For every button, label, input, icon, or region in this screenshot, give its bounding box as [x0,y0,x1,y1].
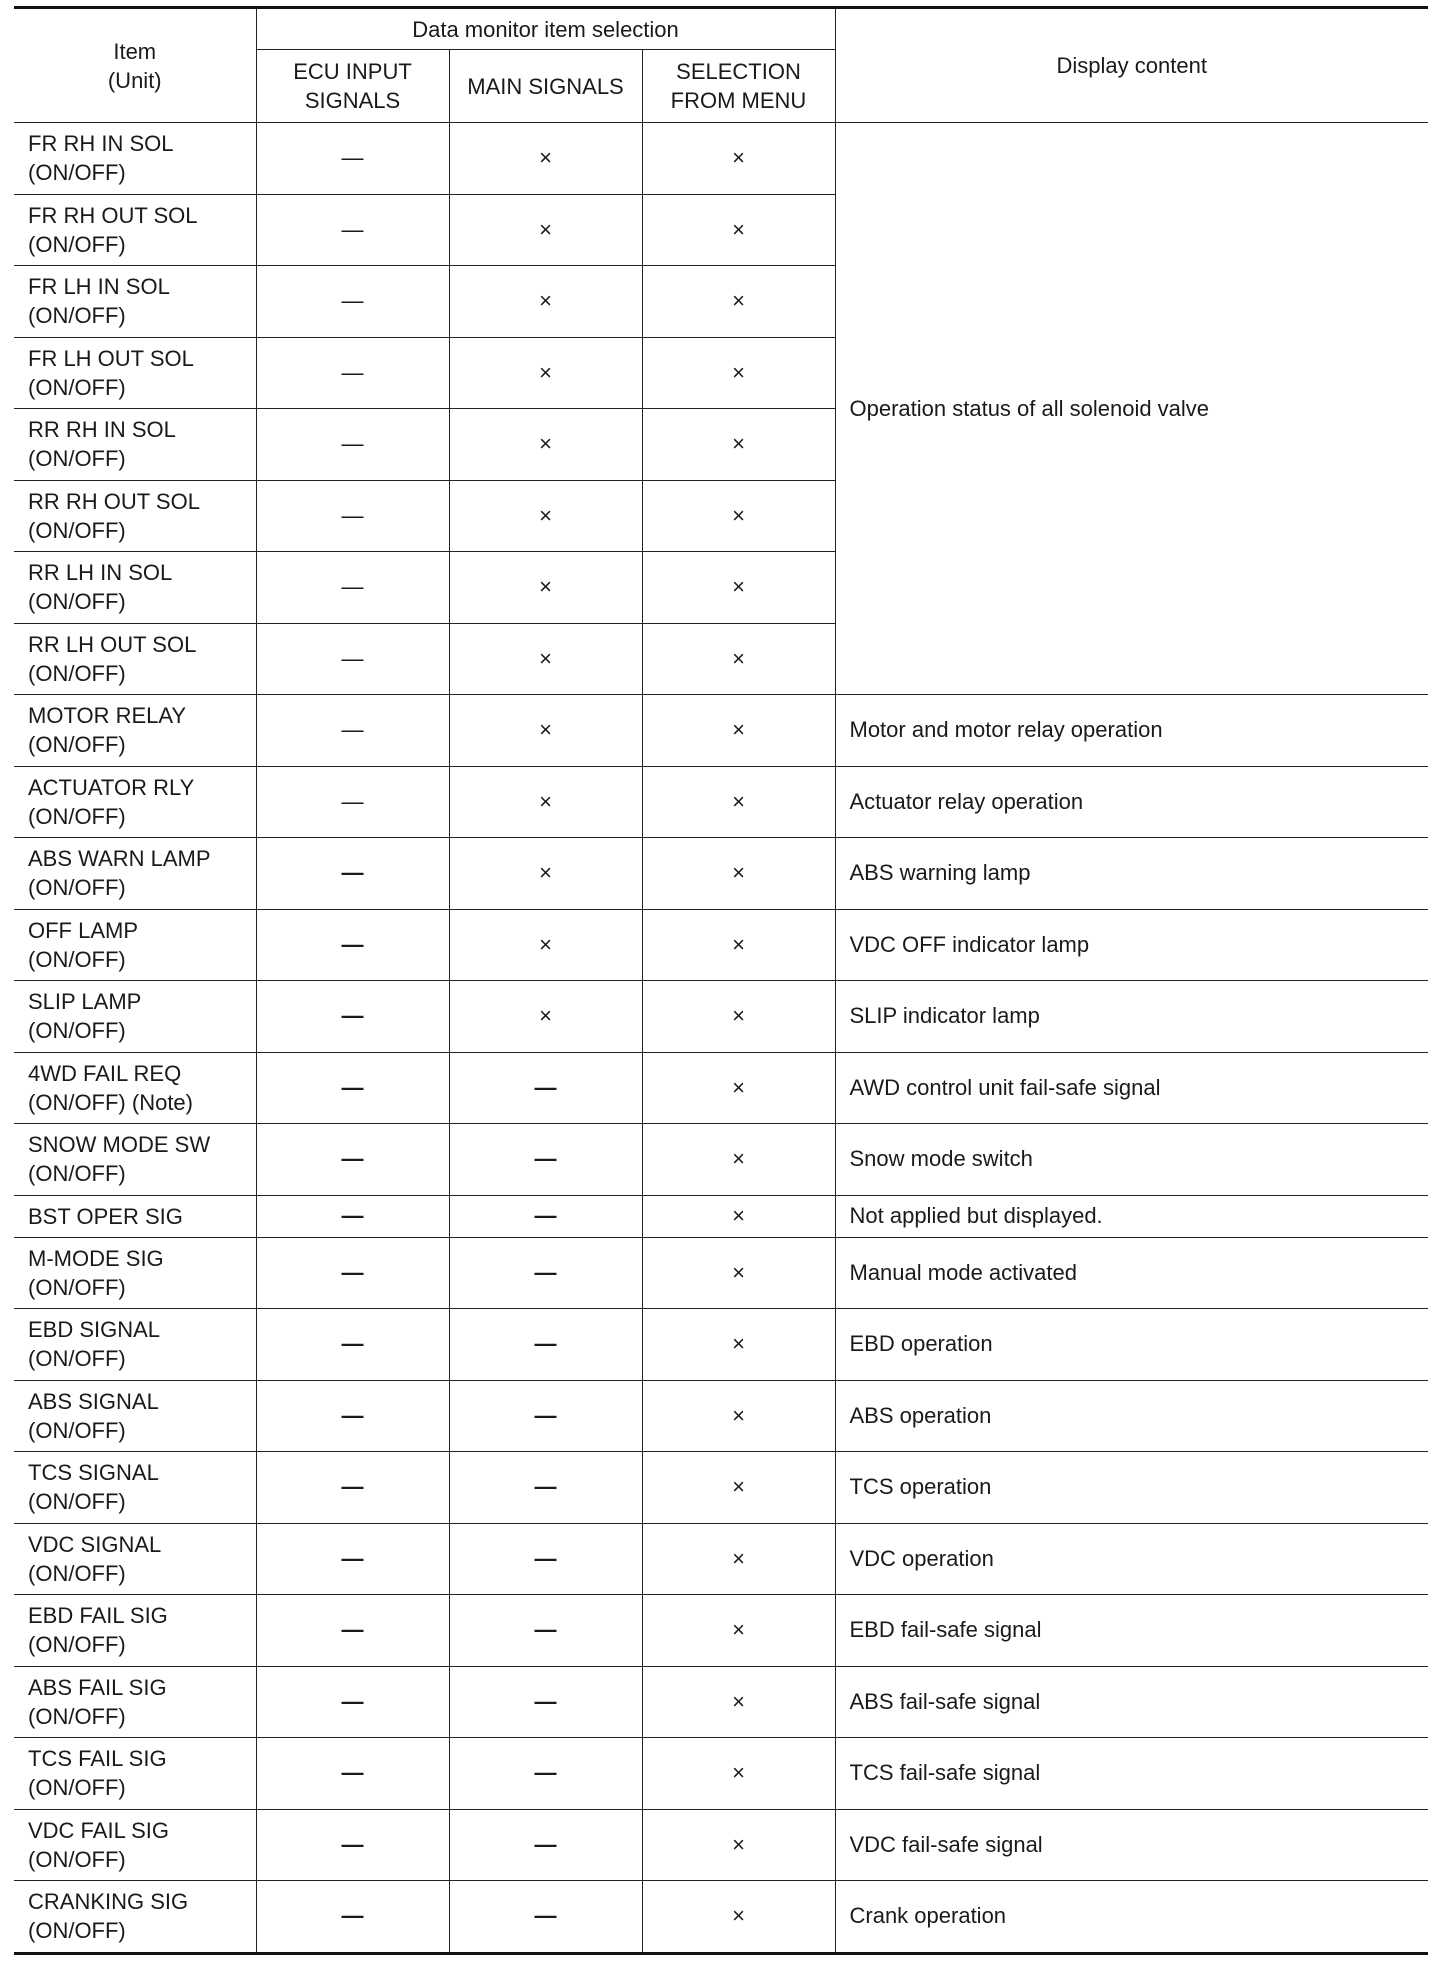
selection-menu-mark-cell [642,1881,835,1954]
item-name: ABS FAIL SIG [28,1674,167,1700]
table-body [14,123,1428,1954]
selection-menu-mark-cell [642,1595,835,1667]
ecu-input-mark-cell [256,1195,449,1237]
item-cell [14,1881,256,1954]
item-cell [14,1666,256,1738]
main-signals-mark-cell [449,1237,642,1309]
ecu-input-mark-cell [256,1124,449,1196]
selection-menu-mark: × [732,502,745,528]
item-unit: (ON/OFF) (Note) [28,1089,193,1115]
item-unit: (ON/OFF) [28,1703,126,1729]
ecu-input-mark-cell [256,1666,449,1738]
header-unit: (Unit) [107,67,162,93]
item-unit: (ON/OFF) [28,303,126,329]
main-signals-mark-cell [449,123,642,195]
display-content: AWD control unit fail-safe signal [835,1052,1428,1124]
ecu-input-mark: — [341,431,364,457]
main-signals-mark-cell [449,480,642,552]
item-name: SNOW MODE SW [28,1132,211,1158]
item-unit: (ON/OFF) [28,803,126,829]
document-page [14,6,1428,1955]
item-cell [14,695,256,767]
item-cell [14,766,256,838]
selection-menu-mark-cell [642,1523,835,1595]
main-signals-mark: × [539,1003,552,1029]
selection-menu-mark-cell [642,1666,835,1738]
ecu-input-mark: — [341,1003,364,1029]
selection-menu-mark-cell [642,1309,835,1381]
header-menu-line-1: SELECTION [676,59,801,84]
item-name: ABS WARN LAMP [28,846,211,872]
item-name: SLIP LAMP [28,989,142,1015]
selection-menu-mark: × [732,717,745,743]
ecu-input-mark-cell [256,838,449,910]
item-cell [14,1809,256,1881]
main-signals-mark: — [534,1203,557,1228]
item-name: EBD FAIL SIG [28,1603,168,1629]
ecu-input-mark: — [341,1545,364,1571]
selection-menu-mark-cell [642,123,835,195]
item-cell [14,552,256,624]
item-unit: (ON/OFF) [28,231,126,257]
selection-menu-mark: × [732,145,745,171]
item-name: TCS FAIL SIG [28,1746,167,1772]
table-header [14,8,1428,123]
selection-menu-mark-cell [642,266,835,338]
selection-menu-mark: × [732,1203,745,1228]
header-menu-line-2: FROM MENU [670,88,807,113]
main-signals-mark: — [534,1074,557,1100]
item-cell [14,909,256,981]
main-signals-mark: × [539,216,552,242]
ecu-input-mark-cell [256,1237,449,1309]
selection-menu-mark: × [732,216,745,242]
display-content: Motor and motor relay operation [835,695,1428,767]
ecu-input-mark-cell [256,123,449,195]
selection-menu-mark-cell [642,1452,835,1524]
main-signals-mark: — [534,1146,557,1172]
display-content: Snow mode switch [835,1124,1428,1196]
ecu-input-mark: — [341,1688,364,1714]
selection-menu-mark-cell [642,480,835,552]
item-unit: (ON/OFF) [28,160,126,186]
main-signals-mark: × [539,431,552,457]
selection-menu-mark-cell [642,766,835,838]
display-content: Not applied but displayed. [835,1195,1428,1237]
ecu-input-mark-cell [256,1738,449,1810]
item-name: RR LH IN SOL [28,560,173,586]
data-monitor-table [14,6,1428,1955]
selection-menu-mark: × [732,288,745,314]
item-name: OFF LAMP [28,917,139,943]
item-cell [14,1452,256,1524]
ecu-input-mark-cell [256,1452,449,1524]
selection-menu-mark: × [732,1760,745,1786]
ecu-input-mark-cell [256,695,449,767]
main-signals-mark: × [539,145,552,171]
ecu-input-mark: — [341,1203,364,1228]
display-content: ABS fail-safe signal [835,1666,1428,1738]
selection-menu-mark-cell [642,838,835,910]
ecu-input-mark: — [341,717,364,743]
selection-menu-mark-cell [642,1809,835,1881]
main-signals-mark: — [534,1903,557,1929]
ecu-input-mark: — [341,1259,364,1285]
ecu-input-mark: — [341,788,364,814]
display-content: VDC fail-safe signal [835,1809,1428,1881]
table-row [14,1452,1428,1524]
item-name: 4WD FAIL REQ [28,1060,182,1086]
main-signals-mark: — [534,1402,557,1428]
ecu-input-mark: — [341,1760,364,1786]
selection-menu-mark-cell [642,552,835,624]
ecu-input-mark: — [341,216,364,242]
selection-menu-mark-cell [642,409,835,481]
table-row [14,981,1428,1053]
selection-menu-mark-cell [642,1380,835,1452]
item-cell [14,409,256,481]
main-signals-mark: — [534,1760,557,1786]
selection-menu-mark-cell [642,909,835,981]
table-row [14,1881,1428,1954]
ecu-input-mark-cell [256,1881,449,1954]
item-name: ABS SIGNAL [28,1388,159,1414]
ecu-input-mark-cell [256,1523,449,1595]
main-signals-mark-cell [449,623,642,695]
header-item: Item [113,38,157,64]
selection-menu-mark-cell [642,1738,835,1810]
ecu-input-mark-cell [256,194,449,266]
selection-menu-mark: × [732,1903,745,1929]
main-signals-mark-cell [449,1809,642,1881]
main-signals-mark: × [539,502,552,528]
ecu-input-mark-cell [256,623,449,695]
main-signals-mark: × [539,931,552,957]
display-content: VDC OFF indicator lamp [835,909,1428,981]
table-row [14,1595,1428,1667]
display-content: Actuator relay operation [835,766,1428,838]
ecu-input-mark-cell [256,266,449,338]
ecu-input-mark: — [341,145,364,171]
table-row [14,1052,1428,1124]
selection-menu-mark: × [732,931,745,957]
selection-menu-mark-cell [642,194,835,266]
ecu-input-mark: — [341,645,364,671]
item-unit: (ON/OFF) [28,589,126,615]
item-unit: (ON/OFF) [28,1346,126,1372]
ecu-input-mark-cell [256,1309,449,1381]
display-content: ABS operation [835,1380,1428,1452]
selection-menu-mark: × [732,788,745,814]
item-unit: (ON/OFF) [28,1560,126,1586]
ecu-input-mark: — [341,1402,364,1428]
selection-menu-mark: × [732,860,745,886]
item-cell [14,194,256,266]
table-row [14,1309,1428,1381]
item-unit: (ON/OFF) [28,946,126,972]
main-signals-mark-cell [449,1666,642,1738]
item-cell [14,838,256,910]
item-unit: (ON/OFF) [28,732,126,758]
item-unit: (ON/OFF) [28,1161,126,1187]
item-unit: (ON/OFF) [28,1632,126,1658]
item-unit: (ON/OFF) [28,660,126,686]
item-cell [14,1237,256,1309]
header-ecu-input-signals [256,50,449,123]
main-signals-mark-cell [449,552,642,624]
main-signals-mark-cell [449,766,642,838]
item-name: FR LH IN SOL [28,274,170,300]
display-content: Crank operation [835,1881,1428,1954]
selection-menu-mark-cell [642,1124,835,1196]
item-cell [14,123,256,195]
item-name: CRANKING SIG [28,1889,189,1915]
selection-menu-mark: × [732,1688,745,1714]
selection-menu-mark: × [732,1402,745,1428]
ecu-input-mark: — [341,359,364,385]
item-cell [14,337,256,409]
item-name: M-MODE SIG [28,1245,164,1271]
main-signals-mark: — [534,1688,557,1714]
table-row [14,909,1428,981]
main-signals-mark-cell [449,1195,642,1237]
selection-menu-mark: × [732,1545,745,1571]
ecu-input-mark-cell [256,1052,449,1124]
item-cell [14,623,256,695]
item-name: VDC SIGNAL [28,1531,162,1557]
table-row [14,1523,1428,1595]
ecu-input-mark-cell [256,337,449,409]
ecu-input-mark: — [341,1903,364,1929]
table-row [14,1237,1428,1309]
item-name: RR LH OUT SOL [28,631,197,657]
solenoid-display-content: Operation status of all solenoid valve [835,123,1428,695]
selection-menu-mark: × [732,645,745,671]
item-unit: (ON/OFF) [28,1417,126,1443]
table-row [14,1809,1428,1881]
selection-menu-mark: × [732,1003,745,1029]
table-row [14,1738,1428,1810]
main-signals-mark-cell [449,1738,642,1810]
main-signals-mark-cell [449,1523,642,1595]
item-cell [14,1052,256,1124]
main-signals-mark-cell [449,266,642,338]
display-content: VDC operation [835,1523,1428,1595]
item-unit: (ON/OFF) [28,517,126,543]
display-content: ABS warning lamp [835,838,1428,910]
table-row [14,1124,1428,1196]
item-unit: (ON/OFF) [28,1018,126,1044]
display-content: Manual mode activated [835,1237,1428,1309]
item-name: FR RH IN SOL [28,131,174,157]
main-signals-mark: × [539,860,552,886]
item-unit: (ON/OFF) [28,1918,126,1944]
ecu-input-mark: — [341,1474,364,1500]
main-signals-mark: × [539,288,552,314]
item-name: RR RH IN SOL [28,417,176,443]
selection-menu-mark-cell [642,695,835,767]
ecu-input-mark-cell [256,409,449,481]
ecu-input-mark-cell [256,552,449,624]
selection-menu-mark-cell [642,1052,835,1124]
ecu-input-mark: — [341,502,364,528]
header-ecu-line-2: SIGNALS [304,88,401,113]
main-signals-mark-cell [449,981,642,1053]
main-signals-mark: × [539,645,552,671]
selection-menu-mark-cell [642,1237,835,1309]
item-name: VDC FAIL SIG [28,1817,170,1843]
selection-menu-mark: × [732,431,745,457]
item-name: MOTOR RELAY [28,703,187,729]
main-signals-mark-cell [449,695,642,767]
header-selection-group: Data monitor item selection [256,8,835,50]
table-row [14,695,1428,767]
item-cell [14,1523,256,1595]
ecu-input-mark: — [341,1074,364,1100]
selection-menu-mark-cell [642,337,835,409]
selection-menu-mark: × [732,1617,745,1643]
item-cell [14,1738,256,1810]
selection-menu-mark: × [732,1831,745,1857]
main-signals-mark: × [539,717,552,743]
item-unit: (ON/OFF) [28,1274,126,1300]
selection-menu-mark-cell [642,981,835,1053]
display-content: TCS operation [835,1452,1428,1524]
item-cell [14,1124,256,1196]
header-display-content: Display content [835,8,1428,123]
main-signals-mark: × [539,359,552,385]
header-main-signals: MAIN SIGNALS [449,50,642,123]
selection-menu-mark: × [732,1259,745,1285]
display-content: EBD operation [835,1309,1428,1381]
table-row [14,1380,1428,1452]
item-cell [14,266,256,338]
selection-menu-mark: × [732,1474,745,1500]
main-signals-mark-cell [449,1309,642,1381]
ecu-input-mark: — [341,931,364,957]
table-row [14,838,1428,910]
main-signals-mark-cell [449,1452,642,1524]
main-signals-mark-cell [449,838,642,910]
item-name: TCS SIGNAL [28,1460,159,1486]
main-signals-mark-cell [449,194,642,266]
ecu-input-mark: — [341,1331,364,1357]
ecu-input-mark: — [341,860,364,886]
item-unit: (ON/OFF) [28,1489,126,1515]
display-content: SLIP indicator lamp [835,981,1428,1053]
item-cell [14,981,256,1053]
display-content: EBD fail-safe signal [835,1595,1428,1667]
header-selection-from-menu [642,50,835,123]
item-cell [14,1195,256,1237]
ecu-input-mark: — [341,1146,364,1172]
selection-menu-mark: × [732,574,745,600]
ecu-input-mark-cell [256,480,449,552]
ecu-input-mark: — [341,288,364,314]
item-name: FR RH OUT SOL [28,202,198,228]
table-row [14,123,1428,195]
main-signals-mark-cell [449,909,642,981]
item-name: RR RH OUT SOL [28,488,200,514]
selection-menu-mark: × [732,1074,745,1100]
ecu-input-mark-cell [256,981,449,1053]
ecu-input-mark-cell [256,1595,449,1667]
ecu-input-mark: — [341,1617,364,1643]
selection-menu-mark: × [732,1146,745,1172]
selection-menu-mark-cell [642,1195,835,1237]
item-unit: (ON/OFF) [28,374,126,400]
item-unit: (ON/OFF) [28,875,126,901]
item-name: FR LH OUT SOL [28,345,194,371]
ecu-input-mark-cell [256,1809,449,1881]
table-row [14,1195,1428,1237]
ecu-input-mark: — [341,574,364,600]
item-name: ACTUATOR RLY [28,774,195,800]
main-signals-mark-cell [449,337,642,409]
display-content: TCS fail-safe signal [835,1738,1428,1810]
item-cell [14,1595,256,1667]
item-cell [14,1380,256,1452]
item-name: EBD SIGNAL [28,1317,161,1343]
item-cell [14,1309,256,1381]
main-signals-mark-cell [449,1124,642,1196]
ecu-input-mark-cell [256,1380,449,1452]
selection-menu-mark: × [732,359,745,385]
item-unit: (ON/OFF) [28,1775,126,1801]
main-signals-mark: — [534,1331,557,1357]
main-signals-mark: — [534,1831,557,1857]
table-row [14,766,1428,838]
item-unit: (ON/OFF) [28,1846,126,1872]
main-signals-mark-cell [449,1052,642,1124]
main-signals-mark: × [539,788,552,814]
main-signals-mark-cell [449,1595,642,1667]
main-signals-mark: — [534,1617,557,1643]
item-unit: (ON/OFF) [28,446,126,472]
main-signals-mark: — [534,1545,557,1571]
ecu-input-mark-cell [256,766,449,838]
ecu-input-mark-cell [256,909,449,981]
item-cell [14,480,256,552]
main-signals-mark-cell [449,1881,642,1954]
table-row [14,1666,1428,1738]
selection-menu-mark: × [732,1331,745,1357]
header-ecu-line-1: ECU INPUT [293,59,412,84]
ecu-input-mark: — [341,1831,364,1857]
main-signals-mark: — [534,1474,557,1500]
main-signals-mark: — [534,1259,557,1285]
selection-menu-mark-cell [642,623,835,695]
header-item-unit [14,8,256,123]
main-signals-mark-cell [449,409,642,481]
main-signals-mark-cell [449,1380,642,1452]
item-name: BST OPER SIG [28,1203,183,1229]
main-signals-mark: × [539,574,552,600]
